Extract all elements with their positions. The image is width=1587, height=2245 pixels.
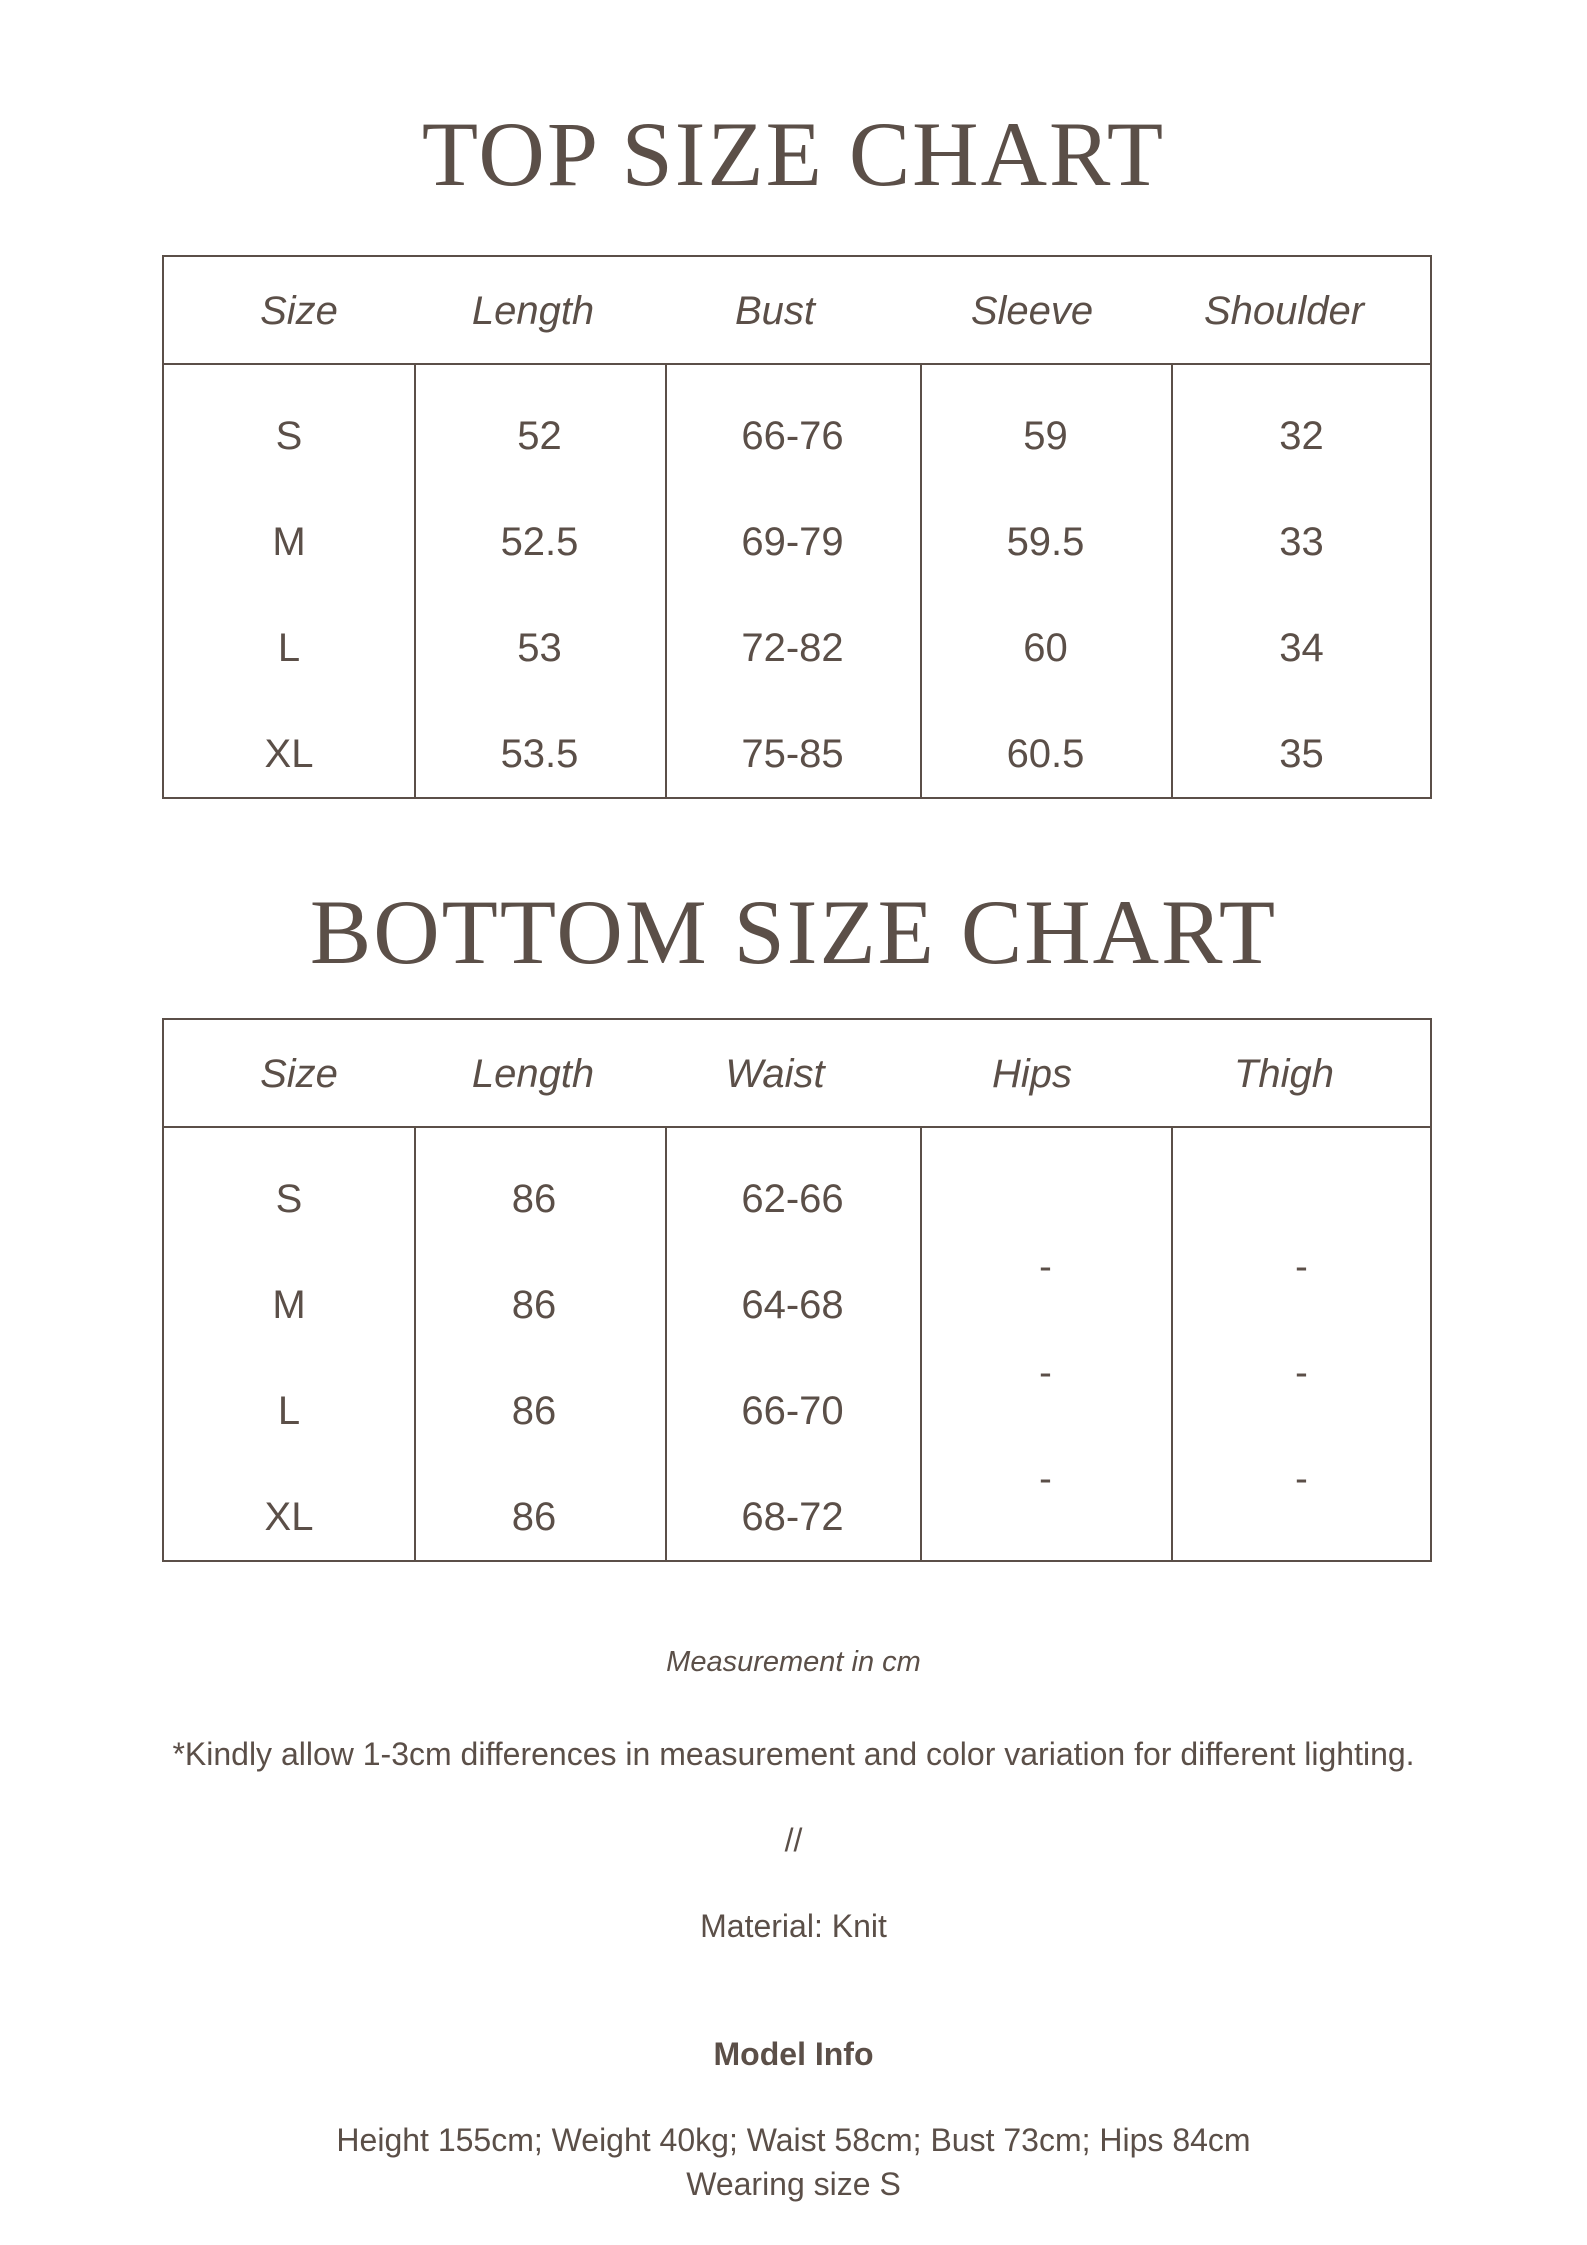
column-header-shoulder: Shoulder [1203,289,1365,333]
cell-length: 53.5 [500,732,579,776]
cell-length: 86 [511,1495,557,1539]
cell-size: XL [264,1495,314,1539]
cell-size: M [272,1283,306,1327]
cell-shoulder: 33 [1279,520,1324,564]
column-header-sleeve: Sleeve [970,289,1094,333]
cell-waist: 66-70 [741,1389,844,1433]
material-info: Material: Knit [700,1908,887,1944]
cell-length: 86 [511,1177,557,1221]
cell-sleeve: 59 [1023,414,1068,458]
cell-waist: 64-68 [741,1283,844,1327]
measurement-variation-note: *Kindly allow 1-3cm differences in measurement and color variation for different lighting. [172,1736,1415,1772]
cell-shoulder: 34 [1279,626,1324,670]
column-header-length: Length [471,1052,595,1096]
cell-sleeve: 60 [1023,626,1068,670]
cell-shoulder: 32 [1279,414,1324,458]
cell-length: 86 [511,1389,557,1433]
cell-sleeve: 59.5 [1006,520,1085,564]
table-header-row [164,257,1430,365]
cell-shoulder: 35 [1279,732,1324,776]
cell-hips: - [1039,1246,1052,1288]
model-info-heading: Model Info [713,2036,874,2072]
bottom-size-table [162,1018,1432,1562]
cell-bust: 72-82 [741,626,844,670]
text-divider: // [784,1822,803,1858]
column-header-bust: Bust [734,289,816,333]
cell-bust: 69-79 [741,520,844,564]
table-header-row [164,1020,1430,1128]
bottom-size-chart-title: BOTTOM SIZE CHART [309,881,1278,983]
cell-size: S [275,414,303,458]
cell-sleeve: 60.5 [1006,732,1085,776]
column-header-length: Length [471,289,595,333]
cell-length: 52.5 [500,520,579,564]
cell-length: 86 [511,1283,557,1327]
cell-thigh: - [1295,1352,1308,1394]
column-header-hips: Hips [991,1052,1073,1096]
model-wearing-size: Wearing size S [686,2166,901,2202]
cell-length: 52 [517,414,562,458]
cell-size: L [277,626,301,670]
cell-waist: 62-66 [741,1177,844,1221]
cell-size: XL [264,732,314,776]
top-size-chart-title: TOP SIZE CHART [421,103,1166,205]
cell-hips: - [1039,1352,1052,1394]
column-header-thigh: Thigh [1233,1052,1335,1096]
cell-size: L [277,1389,301,1433]
top-size-table [162,255,1432,799]
cell-thigh: - [1295,1246,1308,1288]
cell-bust: 75-85 [741,732,844,776]
cell-bust: 66-76 [741,414,844,458]
cell-waist: 68-72 [741,1495,844,1539]
column-header-size: Size [260,289,338,333]
column-header-size: Size [260,1052,338,1096]
cell-size: M [272,520,306,564]
model-measurements: Height 155cm; Weight 40kg; Waist 58cm; Bust 73cm; Hips 84cm [336,2122,1251,2158]
measurement-unit-note: Measurement in cm [666,1646,921,1678]
column-header-waist: Waist [725,1052,825,1096]
cell-hips: - [1039,1458,1052,1500]
cell-length: 53 [517,626,562,670]
cell-size: S [275,1177,303,1221]
cell-thigh: - [1295,1458,1308,1500]
